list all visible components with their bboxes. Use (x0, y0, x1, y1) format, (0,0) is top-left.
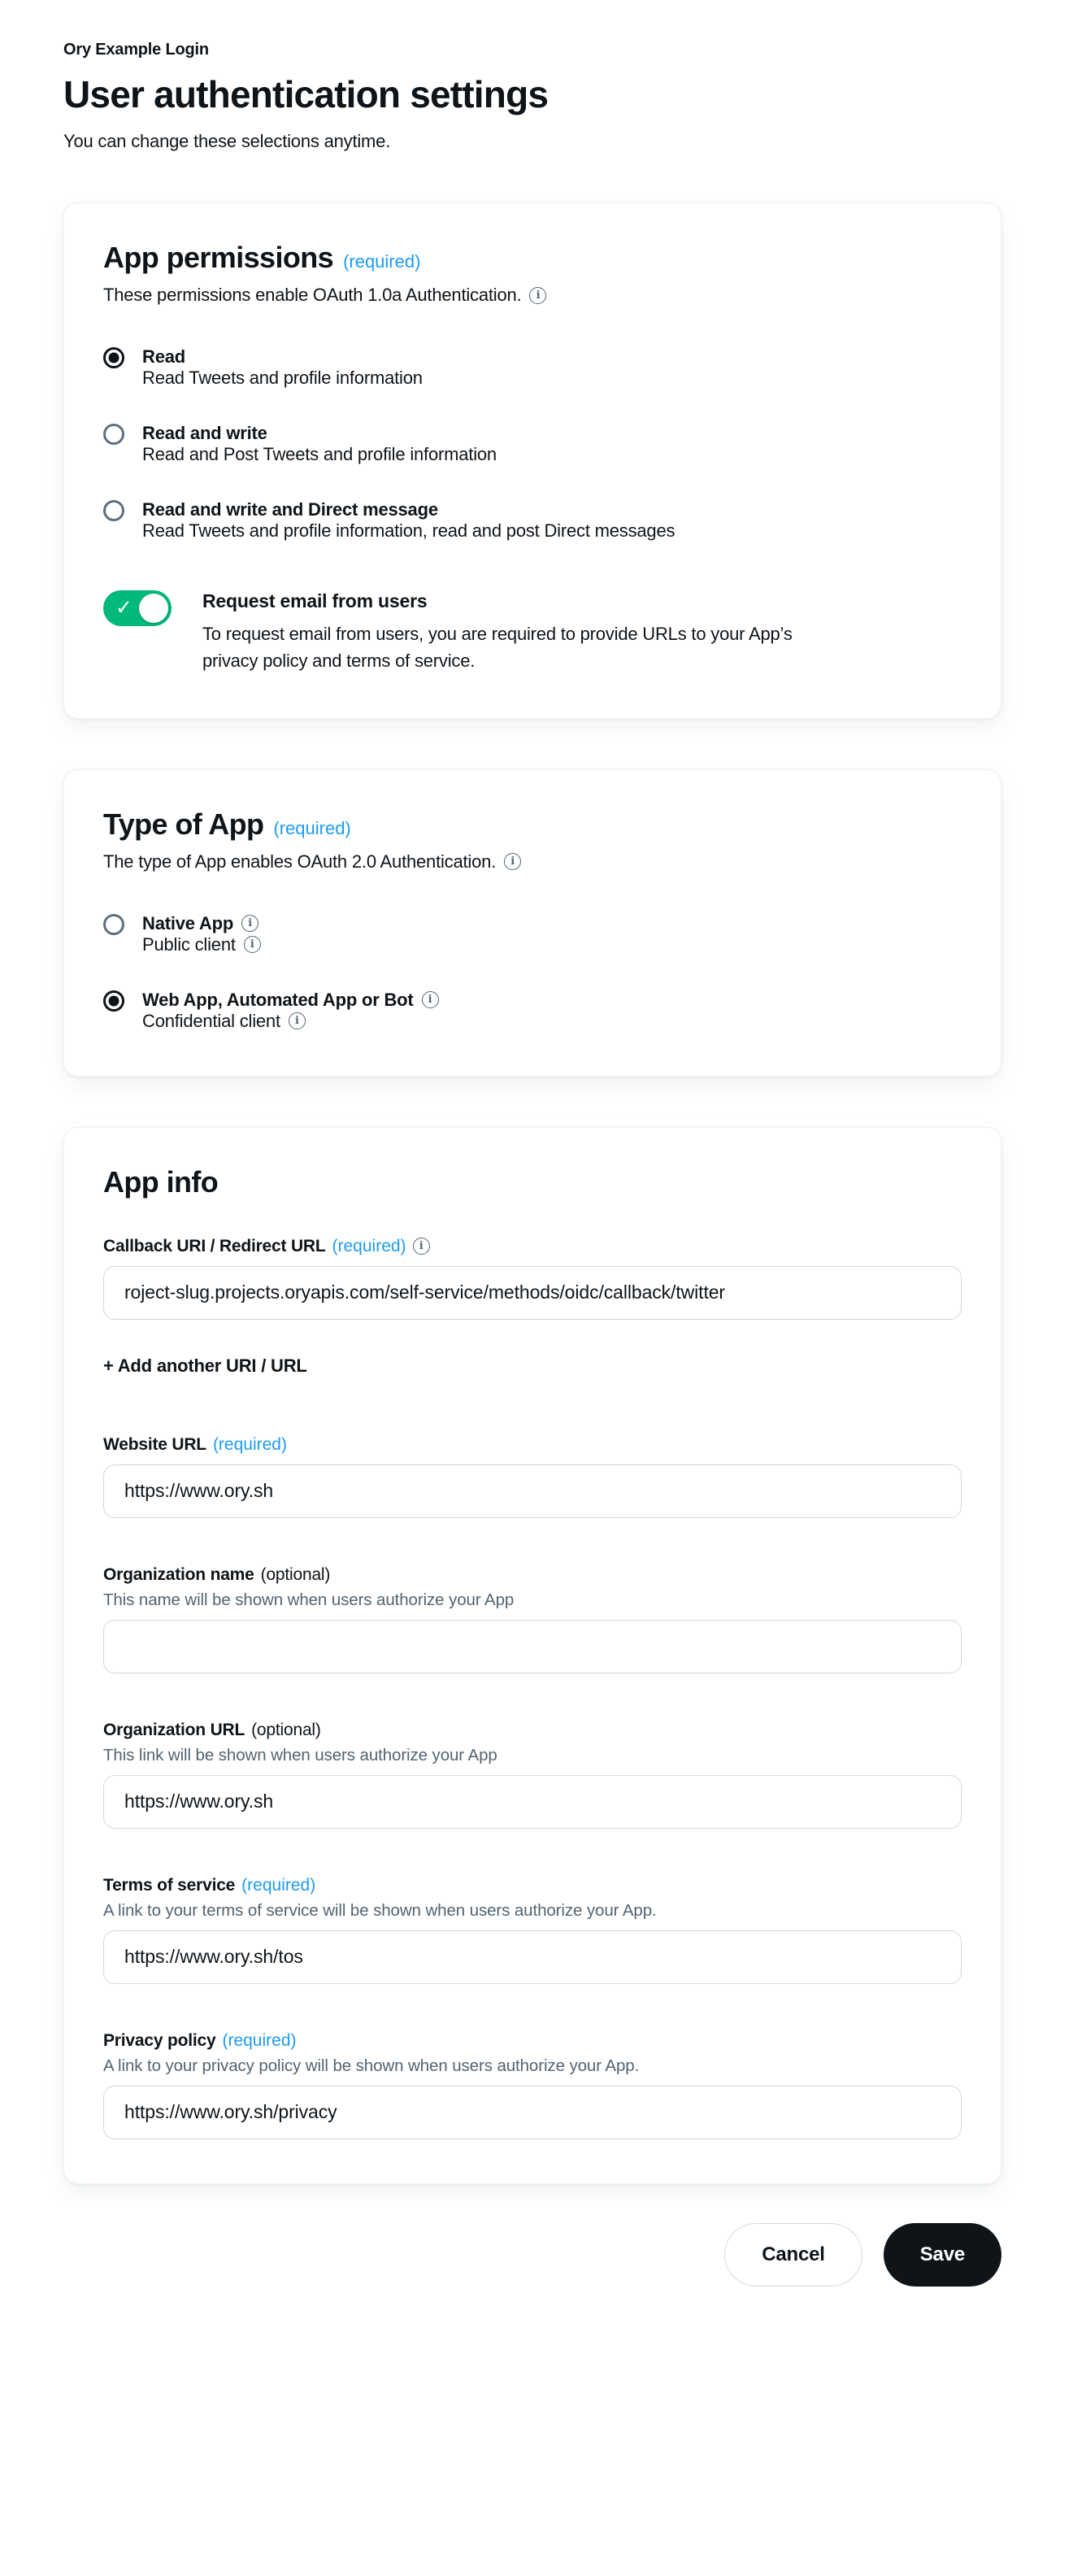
app-info-card (63, 1127, 1001, 2184)
organization-name-field-group (103, 1565, 962, 1673)
page-subtitle: You can change these selections anytime. (63, 131, 391, 151)
add-url-button[interactable]: + Add another URI / URL (103, 1355, 307, 1376)
required-badge: (required) (343, 251, 421, 272)
callback-url-label: Callback URI / Redirect URL (103, 1236, 326, 1255)
radio-row-native-app (103, 913, 962, 955)
cancel-button[interactable]: Cancel (724, 2223, 862, 2287)
terms-of-service-helper: A link to your terms of service will be shown when users authorize your App. (103, 1900, 657, 1920)
website-url-input[interactable] (103, 1464, 962, 1518)
organization-url-input[interactable] (103, 1775, 962, 1829)
terms-of-service-input[interactable] (103, 1930, 962, 1984)
type-of-app-description: The type of App enables OAuth 2.0 Authentication. (103, 851, 497, 872)
app-permissions-radio-group (103, 346, 962, 542)
radio-web-app[interactable] (103, 990, 124, 1012)
terms-of-service-field-group (103, 1876, 962, 1984)
website-url-field-group (103, 1435, 962, 1518)
optional-badge: (optional) (260, 1564, 331, 1584)
privacy-policy-label: Privacy policy (103, 2030, 216, 2050)
organization-url-label: Organization URL (103, 1720, 245, 1739)
radio-read-write-dm[interactable] (103, 500, 124, 521)
radio-row-web-app (103, 990, 962, 1032)
info-icon[interactable]: i (289, 1012, 306, 1029)
request-email-toggle[interactable] (103, 590, 172, 626)
request-email-row (103, 590, 962, 674)
callback-url-input[interactable] (103, 1266, 962, 1320)
privacy-policy-input[interactable] (103, 2086, 962, 2139)
privacy-policy-helper: A link to your privacy policy will be shown when users authorize your App. (103, 2056, 640, 2075)
required-badge: (required) (273, 817, 351, 838)
radio-read-write-dm-description: Read Tweets and profile information, read and post Direct messages (142, 520, 675, 541)
app-permissions-card (63, 202, 1001, 719)
radio-read[interactable] (103, 347, 124, 368)
radio-native-app-label: Native App (142, 912, 234, 933)
radio-read-description: Read Tweets and profile information (142, 367, 423, 388)
toggle-knob (139, 594, 168, 623)
app-permissions-description: These permissions enable OAuth 1.0a Authentication. (103, 285, 522, 305)
page-title: User authentication settings (63, 73, 549, 115)
radio-web-app-label: Web App, Automated App or Bot (142, 989, 414, 1010)
info-icon[interactable]: i (504, 853, 521, 870)
radio-row-read-write (103, 423, 962, 465)
type-of-app-radio-group (103, 913, 962, 1032)
type-of-app-card (63, 769, 1001, 1077)
request-email-description: To request email from users, you are required to provide URLs to your App’s privacy policy and terms of service. (202, 623, 793, 671)
radio-row-read (103, 346, 962, 389)
radio-web-app-sublabel: Confidential client (142, 1010, 280, 1031)
callback-url-field-group (103, 1237, 962, 1320)
website-url-label: Website URL (103, 1434, 206, 1454)
info-icon[interactable]: i (244, 936, 261, 953)
app-info-title: App info (103, 1164, 219, 1199)
app-title: Ory Example Login (63, 41, 209, 59)
check-icon: ✓ (115, 596, 132, 620)
radio-native-app-sublabel: Public client (142, 933, 236, 955)
footer-actions (63, 2223, 1001, 2287)
radio-read-label: Read (142, 346, 185, 367)
page (63, 0, 1001, 2335)
request-email-label: Request email from users (202, 590, 428, 611)
app-permissions-title: App permissions (103, 241, 334, 274)
organization-name-helper: This name will be shown when users authorize your App (103, 1590, 515, 1609)
radio-row-read-write-dm (103, 499, 962, 542)
radio-read-write[interactable] (103, 424, 124, 445)
info-icon[interactable]: i (241, 915, 258, 932)
info-icon[interactable]: i (413, 1238, 430, 1255)
organization-url-helper: This link will be shown when users authorize your App (103, 1745, 497, 1764)
save-button[interactable]: Save (884, 2223, 1001, 2287)
required-badge: (required) (222, 2030, 297, 2050)
privacy-policy-field-group (103, 2031, 962, 2139)
organization-name-label: Organization name (103, 1564, 254, 1584)
radio-read-write-description: Read and Post Tweets and profile information (142, 443, 497, 464)
info-icon[interactable]: i (529, 287, 546, 304)
required-badge: (required) (212, 1434, 287, 1454)
type-of-app-title: Type of App (103, 807, 264, 841)
radio-native-app[interactable] (103, 914, 124, 935)
required-badge: (required) (332, 1236, 406, 1255)
radio-read-write-dm-label: Read and write and Direct message (142, 498, 438, 520)
organization-url-field-group (103, 1721, 962, 1829)
required-badge: (required) (241, 1875, 316, 1895)
optional-badge: (optional) (251, 1720, 321, 1739)
radio-read-write-label: Read and write (142, 422, 267, 443)
organization-name-input[interactable] (103, 1620, 962, 1673)
terms-of-service-label: Terms of service (103, 1875, 236, 1895)
info-icon[interactable]: i (422, 991, 439, 1008)
